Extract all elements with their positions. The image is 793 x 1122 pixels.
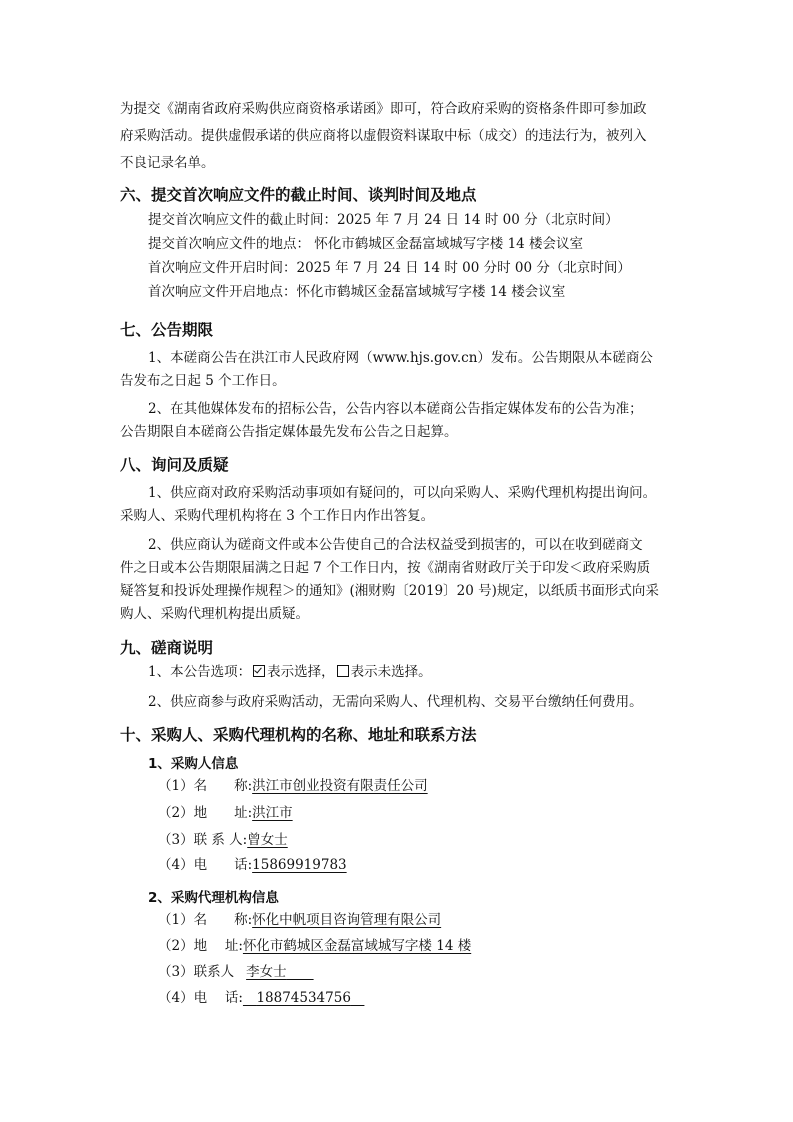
- purchaser-name-label: （1）名 称:: [158, 778, 253, 794]
- section-9-unchecked-text: 表示未选择。: [350, 664, 432, 680]
- intro-line-2: 府采购活动。提供虚假承诺的供应商将以虚假资料谋取中标（成交）的违法行为，被列入: [120, 128, 647, 144]
- agency-info-title: 2、采购代理机构信息: [148, 890, 279, 906]
- section-8-item-2-line-1: 2、供应商认为磋商文件或本公告使自己的合法权益受到损害的，可以在收到磋商文: [148, 537, 643, 553]
- purchaser-phone-row: [158, 856, 347, 875]
- section-8-item-2-line-3: 疑答复和投诉处理操作规程＞的通知》(湘财购〔2019〕20 号)规定，以纸质书面形式向采: [120, 583, 659, 599]
- purchaser-address-row: [158, 804, 293, 823]
- purchaser-name-row: [158, 777, 428, 796]
- purchaser-info-title: 1、采购人信息: [148, 756, 239, 772]
- purchaser-contact-label: （3）联 系 人:: [158, 832, 248, 848]
- agency-address-row: [158, 937, 471, 956]
- section-9-heading: 九、磋商说明: [120, 639, 214, 657]
- purchaser-contact-value: 曾女士: [247, 832, 288, 848]
- agency-phone-value: 18874534756: [256, 990, 351, 1006]
- section-9-checked-text: 表示选择，: [267, 664, 335, 680]
- purchaser-phone-label: （4）电 话:: [158, 857, 253, 873]
- section-6-line-1: 提交首次响应文件的截止时间：2025 年 7 月 24 日 14 时 00 分（北京时间）: [148, 212, 619, 228]
- purchaser-contact-row: [158, 831, 288, 850]
- agency-contact-row: [158, 963, 314, 982]
- section-8-item-2-line-2: 件之日或本公告期限届满之日起 7 个工作日内，按《湖南省财政厅关于印发＜政府采购质: [120, 560, 651, 576]
- section-10-heading: 十、采购人、采购代理机构的名称、地址和联系方法: [120, 726, 477, 744]
- section-9-item-2: 2、供应商参与政府采购活动，无需向采购人、代理机构、交易平台缴纳任何费用。: [148, 694, 643, 710]
- checked-box-icon: [253, 665, 265, 677]
- agency-contact-label: （3）联系人: [158, 964, 235, 980]
- section-8-item-2-line-4: 购人、采购代理机构提出质疑。: [120, 606, 309, 622]
- section-7-item-1-line-2: 告发布之日起 5 个工作日。: [120, 373, 286, 389]
- section-6-line-3: 首次响应文件开启时间：2025 年 7 月 24 日 14 时 00 分时 00 分（北京时间）: [148, 260, 631, 276]
- unchecked-box-icon: [337, 665, 349, 677]
- section-7-item-2-line-1: 2、在其他媒体发布的招标公告，公告内容以本磋商公告指定媒体发布的公告为准；: [148, 401, 643, 417]
- intro-line-3: 不良记录名单。: [120, 155, 215, 171]
- purchaser-phone-value: 15869919783: [252, 857, 347, 873]
- section-9-item-1: [148, 663, 432, 682]
- agency-address-value: 怀化市鹤城区金磊富域城写字楼 14 楼: [242, 938, 472, 954]
- section-6-line-2: 提交首次响应文件的地点： 怀化市鹤城区金磊富域城写字楼 14 楼会议室: [148, 236, 584, 252]
- agency-phone-label: （4）电 话:: [158, 990, 243, 1006]
- section-6-line-4: 首次响应文件开启地点：怀化市鹤城区金磊富域城写字楼 14 楼会议室: [148, 284, 566, 300]
- section-9-item-1-prefix: 1、本公告选项：: [148, 664, 252, 680]
- agency-name-value: 怀化中帆项目咨询管理有限公司: [252, 912, 442, 928]
- section-7-item-2-line-2: 公告期限自本磋商公告指定媒体最先发布公告之日起算。: [120, 424, 458, 440]
- intro-line-1: 为提交《湖南省政府采购供应商资格承诺函》即可，符合政府采购的资格条件即可参加政: [120, 101, 647, 117]
- agency-name-label: （1）名 称:: [158, 912, 253, 928]
- purchaser-name-value: 洪江市创业投资有限责任公司: [252, 778, 428, 794]
- section-6-heading: 六、提交首次响应文件的截止时间、谈判时间及地点: [120, 186, 477, 204]
- section-8-item-1-line-1: 1、供应商对政府采购活动事项如有疑问的，可以向采购人、采购代理机构提出询问。: [148, 485, 657, 501]
- agency-phone-row: [158, 989, 364, 1008]
- agency-address-label: （2）地 址:: [158, 938, 243, 954]
- section-8-item-1-line-2: 采购人、采购代理机构将在 3 个工作日内作出答复。: [120, 508, 435, 524]
- section-7-heading: 七、公告期限: [120, 321, 214, 339]
- purchaser-address-value: 洪江市: [252, 805, 293, 821]
- agency-name-row: [158, 911, 441, 930]
- section-7-item-1-line-1: 1、本磋商公告在洪江市人民政府网（www.hjs.gov.cn）发布。公告期限从本磋商公: [148, 350, 653, 366]
- agency-contact-value: 李女士: [246, 964, 287, 980]
- purchaser-address-label: （2）地 址:: [158, 805, 253, 821]
- section-8-heading: 八、询问及质疑: [120, 456, 229, 474]
